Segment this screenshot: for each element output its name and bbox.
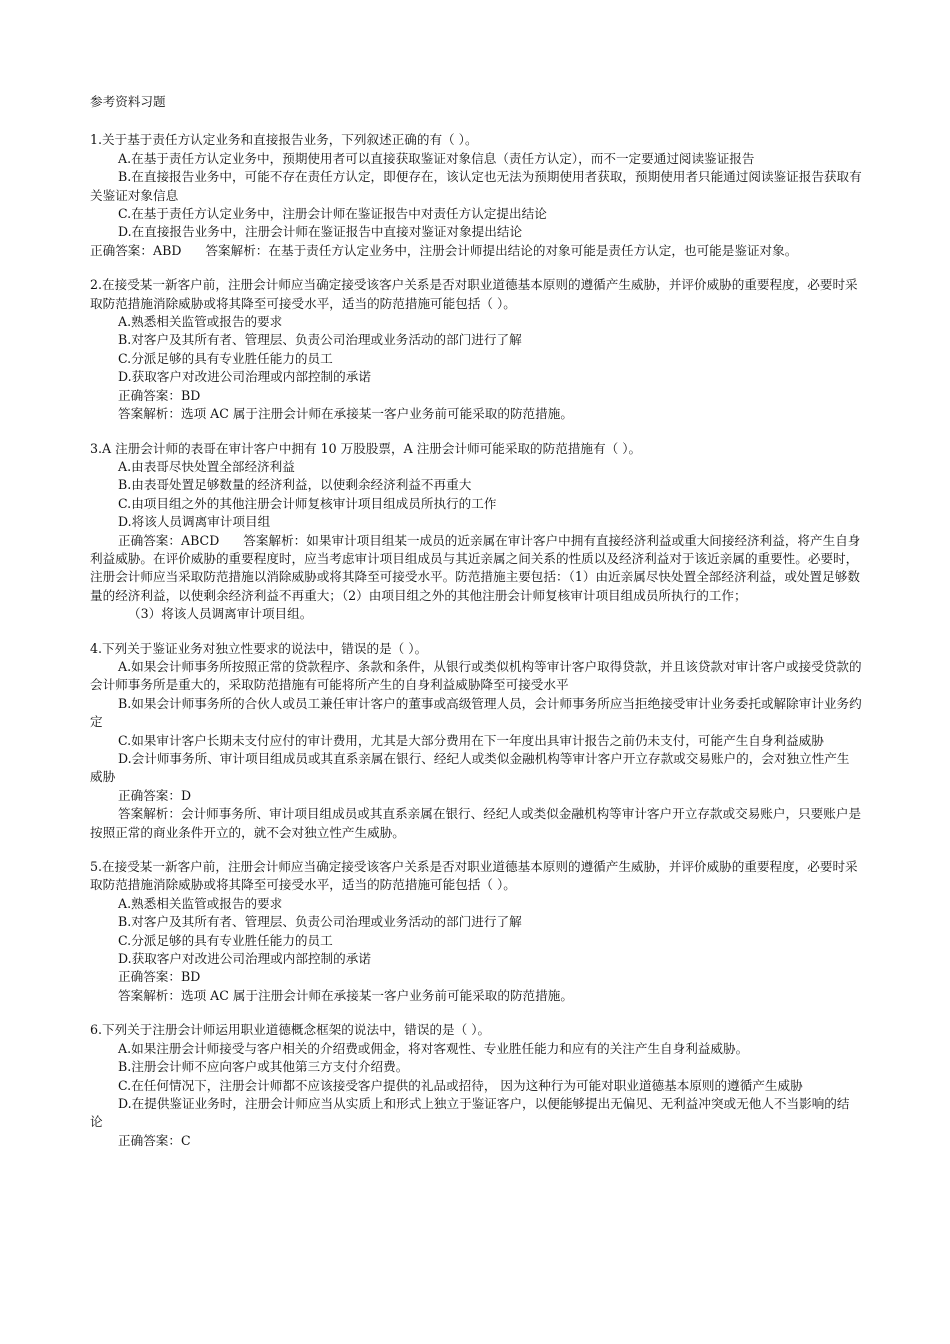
- answer-analysis-extra: （3）将该人员调离审计项目组。: [128, 606, 313, 622]
- question-3: [90, 440, 862, 624]
- question-stem: 1.关于基于责任方认定业务和直接报告业务，下列叙述正确的有（ ）。: [90, 132, 478, 148]
- option-c: C.由项目组之外的其他注册会计师复核审计项目组成员所执行的工作: [118, 495, 497, 511]
- answer-analysis: 答案解析：会计师事务所、审计项目组成员或其直系亲属在银行、经纪人或类似金融机构等审计客户开立存款或交易账户，只要账户是按照正常的商业条件开立的，就不会对独立性产生威胁。: [90, 806, 862, 840]
- option-a: A.由表哥尽快处置全部经济利益: [118, 458, 295, 474]
- option-c: C.在基于责任方认定业务中，注册会计师在鉴证报告中对责任方认定提出结论: [118, 206, 547, 222]
- question-stem: 2.在接受某一新客户前，注册会计师应当确定接受该客户关系是否对职业道德基本原则的遵循产生威胁，并评价威胁的重要程度，必要时采取防范措施消除威胁或将其降至可接受水平，适当的防范措施可能包括（ ）。: [90, 277, 858, 311]
- answer-analysis: 答案解析：选项 AC 属于注册会计师在承接某一客户业务前可能采取的防范措施。: [118, 987, 573, 1003]
- option-a: A.熟悉相关监管或报告的要求: [118, 314, 283, 330]
- answer-and-analysis: [90, 532, 862, 606]
- option-d: D.在直接报告业务中，注册会计师在鉴证报告中直接对鉴证对象提出结论: [118, 224, 523, 240]
- question-stem: 3.A 注册会计师的表哥在审计客户中拥有 10 万股股票，A 注册会计师可能采取的防范措施有（ ）。: [90, 440, 642, 456]
- document-page: [90, 93, 862, 1166]
- question-stem: 5.在接受某一新客户前，注册会计师应当确定接受该客户关系是否对职业道德基本原则的遵循产生威胁，并评价威胁的重要程度，必要时采取防范措施消除威胁或将其降至可接受水平，适当的防范措施可能包括（ ）。: [90, 859, 858, 893]
- option-c: C.分派足够的具有专业胜任能力的员工: [118, 350, 333, 366]
- question-5: [90, 858, 862, 1005]
- correct-answer: 正确答案：D: [118, 787, 192, 803]
- question-1: [90, 131, 862, 260]
- question-stem: 4.下列关于鉴证业务对独立性要求的说法中，错误的是（ ）。: [90, 640, 428, 656]
- correct-answer: 正确答案：ABCD: [118, 532, 220, 548]
- option-b: B.在直接报告业务中，可能不存在责任方认定，即便存在，该认定也无法为预期使用者获取，预期使用者只能通过阅读鉴证报告获取有关鉴证对象信息: [90, 169, 862, 203]
- question-stem: 6.下列关于注册会计师运用职业道德概念框架的说法中，错误的是（ ）。: [90, 1022, 491, 1038]
- option-b: B.对客户及其所有者、管理层、负责公司治理或业务活动的部门进行了解: [118, 914, 522, 930]
- option-b: B.对客户及其所有者、管理层、负责公司治理或业务活动的部门进行了解: [118, 332, 522, 348]
- correct-answer: 正确答案：BD: [118, 969, 201, 985]
- option-d: D.在提供鉴证业务时，注册会计师应当从实质上和形式上独立于鉴证客户，以便能够提出无偏见、无利益冲突或无他人不当影响的结论: [90, 1095, 850, 1130]
- option-a: A.如果会计师事务所按照正常的贷款程序、条款和条件，从银行或类似机构等审计客户取得贷款，并且该贷款对审计客户或接受贷款的会计师事务所是重大的，采取防范措施有可能将所产生的自身利益威胁降至可接受水平: [90, 658, 862, 693]
- answer-analysis: 答案解析：在基于责任方认定业务中，注册会计师提出结论的对象可能是责任方认定，也可能是鉴证对象。: [205, 242, 798, 258]
- option-d: D.获取客户对改进公司治理或内部控制的承诺: [118, 951, 371, 967]
- question-6: [90, 1021, 862, 1150]
- option-a: A.在基于责任方认定业务中，预期使用者可以直接获取鉴证对象信息（责任方认定），而不一定要通过阅读鉴证报告: [118, 150, 755, 166]
- question-4: [90, 640, 862, 842]
- option-b: B.注册会计师不应向客户或其他第三方支付介绍费。: [118, 1059, 409, 1075]
- option-c: C.分派足够的具有专业胜任能力的员工: [118, 932, 333, 948]
- correct-answer: 正确答案：C: [118, 1132, 191, 1148]
- answer-analysis: 答案解析：选项 AC 属于注册会计师在承接某一客户业务前可能采取的防范措施。: [118, 406, 573, 422]
- option-b: B.如果会计师事务所的合伙人或员工兼任审计客户的董事或高级管理人员，会计师事务所应当拒绝接受审计业务委托或解除审计业务约定: [90, 695, 862, 730]
- question-2: [90, 276, 862, 423]
- option-c: C.如果审计客户长期未支付应付的审计费用，尤其是大部分费用在下一年度出具审计报告之前仍未支付，可能产生自身利益威胁: [118, 732, 824, 748]
- option-d: D.将该人员调离审计项目组: [118, 514, 271, 530]
- document-title: 参考资料习题: [90, 94, 166, 109]
- answer-and-analysis: [90, 242, 862, 260]
- answer-analysis: 答案解析：如果审计项目组某一成员的近亲属在审计客户中拥有直接经济利益或重大间接经济利益，将产生自身利益威胁。在评价威胁的重要程度时，应当考虑审计项目组成员与其近亲属之间关系的性质以及经济利益对于该近亲属的重要性。必要时，注册会计师应当采取防范措施以消除威胁或将其降至可接受水平。防范措施主要包括：（1）由近亲属尽快处置全部经济利益，或处置足够数量的经济利益，以使剩余经济利益不再重大；（2）由项目组之外的其他注册会计师复核审计项目组成员所执行的工作；: [90, 532, 861, 603]
- option-c: C.在任何情况下，注册会计师都不应该接受客户提供的礼品或招待， 因为这种行为可能对职业道德基本原则的遵循产生威胁: [118, 1077, 803, 1093]
- option-b: B.由表哥处置足够数量的经济利益，以使剩余经济利益不再重大: [118, 477, 472, 493]
- option-d: D.获取客户对改进公司治理或内部控制的承诺: [118, 369, 371, 385]
- option-d: D.会计师事务所、审计项目组成员或其直系亲属在银行、经纪人或类似金融机构等审计客户开立存款或交易账户的，会对独立性产生威胁: [90, 751, 850, 785]
- correct-answer: 正确答案：BD: [118, 387, 201, 403]
- correct-answer: 正确答案：ABD: [90, 242, 182, 258]
- option-a: A.如果注册会计师接受与客户相关的介绍费或佣金，将对客观性、专业胜任能力和应有的关注产生自身利益威胁。: [118, 1040, 749, 1056]
- option-a: A.熟悉相关监管或报告的要求: [118, 895, 283, 911]
